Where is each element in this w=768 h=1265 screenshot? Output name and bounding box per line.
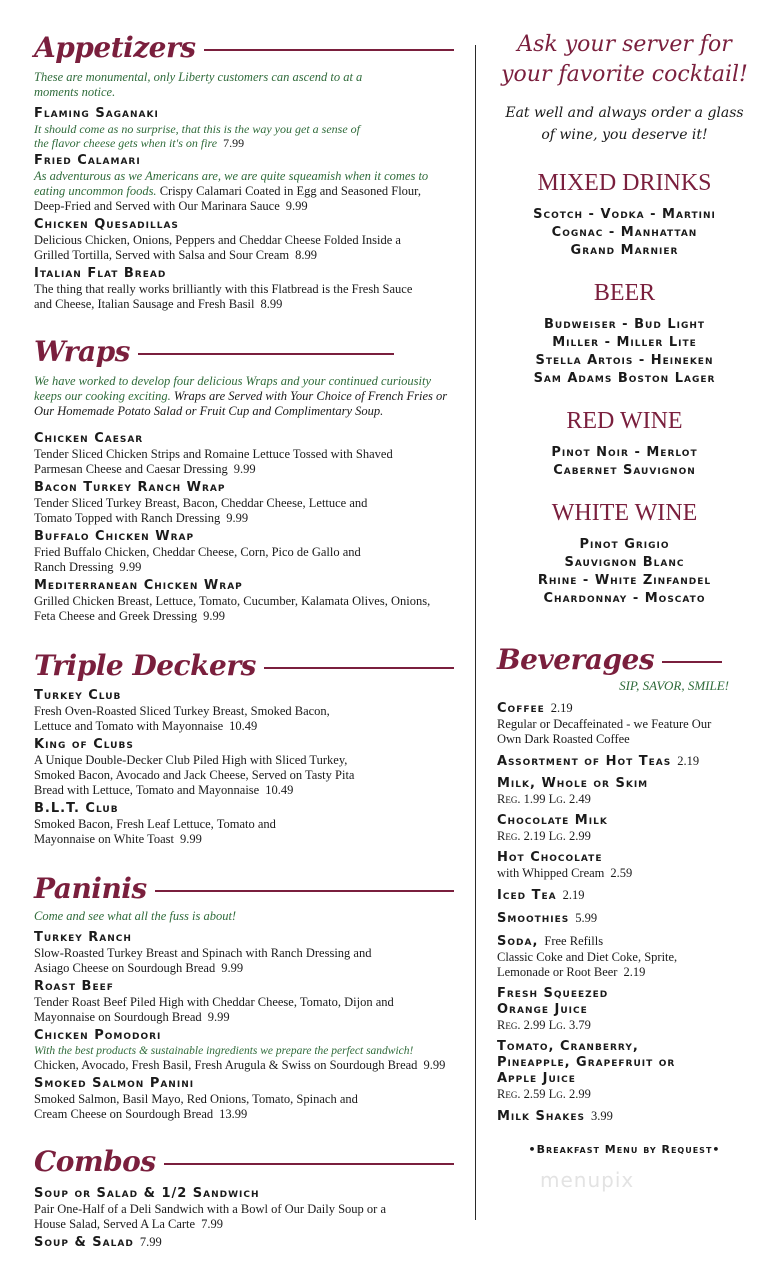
beer-block	[497, 278, 752, 388]
item-name: Chicken Pomodori	[34, 1028, 162, 1043]
item-price: 9.99	[207, 1010, 230, 1024]
menu-item	[34, 688, 454, 734]
section-intro: Come and see what all the fuss is about!	[34, 909, 237, 923]
item-price: 9.99	[179, 832, 202, 846]
triple-deckers-section	[34, 648, 454, 847]
beverage-item	[497, 850, 752, 881]
item-name: Chicken Caesar	[34, 431, 144, 446]
item-description: Fried Buffalo Chicken, Cheddar Cheese, Corn, Pico de Gallo and Ranch Dressing 9.99	[34, 545, 361, 574]
drink-heading: RED WINE	[566, 408, 683, 434]
menu-item	[34, 578, 454, 624]
section-header	[34, 871, 454, 907]
cocktail-line-1: Ask your server for	[517, 32, 732, 57]
section-title: Combos	[34, 1145, 156, 1178]
drink-list	[497, 444, 752, 480]
drink-line: Sauvignon Blanc	[564, 555, 685, 570]
item-name: B.L.T. Club	[34, 801, 119, 816]
section-header	[497, 642, 722, 678]
item-description: Delicious Chicken, Onions, Peppers and Cheddar Cheese Folded Inside a Grilled Tortilla, Served with Salsa and Sour Cream 8.99	[34, 233, 401, 262]
section-rule	[155, 890, 454, 892]
item-price: 9.99	[226, 511, 249, 525]
section-rule	[662, 661, 722, 663]
drink-line: Stella Artois - Heineken	[535, 353, 714, 368]
section-title: Wraps	[34, 335, 130, 368]
drink-line: Pinot Grigio	[579, 537, 670, 552]
beverage-description: with Whipped Cream 2.59	[497, 866, 633, 880]
item-price: 7.99	[139, 1235, 162, 1249]
item-name: Turkey Club	[34, 688, 122, 703]
beverage-price: 2.19	[677, 754, 700, 768]
beverage-name: Chocolate Milk	[497, 813, 608, 828]
menu-item	[34, 801, 454, 847]
beverage-name: Tomato, Cranberry, Pineapple, Grapefruit or Apple Juice	[497, 1039, 676, 1086]
menu-item	[34, 930, 454, 976]
item-price: 13.99	[219, 1107, 248, 1121]
white-wine-block	[497, 498, 752, 608]
item-note: With the best products & sustainable ingredients we prepare the perfect sandwich!	[34, 1045, 414, 1057]
column-divider	[475, 45, 476, 1220]
beverage-price: 2.59	[610, 866, 633, 880]
item-name: Smoked Salmon Panini	[34, 1076, 195, 1091]
beverage-sizes: Reg. 2.19 Lg. 2.99	[497, 829, 591, 843]
item-name: Roast Beef	[34, 979, 114, 994]
menu-item	[34, 153, 454, 214]
beverage-description: Classic Coke and Diet Coke, Sprite, Lemonade or Root Beer 2.19	[497, 950, 678, 979]
beverage-name: Hot Chocolate	[497, 850, 603, 865]
item-name: Chicken Quesadillas	[34, 217, 179, 232]
menu-item	[34, 106, 454, 150]
item-name: Soup & Salad	[34, 1235, 134, 1250]
beverage-price: 2.19	[562, 888, 585, 902]
menu-item	[34, 1076, 454, 1122]
wine-tip-line-1: Eat well and always order a glass	[505, 105, 744, 121]
section-header	[34, 648, 454, 684]
drink-line: Pinot Noir - Merlot	[551, 445, 698, 460]
section-rule	[138, 353, 394, 355]
item-description: Tender Sliced Chicken Strips and Romaine Lettuce Tossed with Shaved Parmesan Cheese and Caesar Dressing 9.99	[34, 447, 393, 476]
item-description: The thing that really works brilliantly with this Flatbread is the Fresh Sauce and Cheese, Italian Sausage and Fresh Basil 8.99	[34, 282, 413, 311]
menu-item	[34, 1233, 454, 1251]
beverage-name: Iced Tea 2.19	[497, 888, 585, 903]
menu-item	[34, 737, 454, 798]
beverage-item	[497, 813, 752, 844]
breakfast-footer: •Breakfast Menu by Request•	[528, 1143, 721, 1156]
beverage-price: 5.99	[575, 911, 598, 925]
wraps-section	[34, 334, 454, 624]
beverage-item	[497, 753, 752, 770]
beverage-item	[497, 986, 752, 1033]
drink-line: Chardonnay - Moscato	[543, 591, 706, 606]
item-name: Turkey Ranch	[34, 930, 132, 945]
beverage-item	[497, 1039, 752, 1102]
red-wine-block	[497, 406, 752, 480]
section-title: Appetizers	[34, 31, 196, 64]
mixed-drinks-block	[497, 168, 752, 260]
drink-heading: WHITE WINE	[551, 500, 698, 526]
item-description: Smoked Salmon, Basil Mayo, Red Onions, Tomato, Spinach and Cream Cheese on Sourdough Bread 13.99	[34, 1092, 358, 1121]
item-description: Grilled Chicken Breast, Lettuce, Tomato, Cucumber, Kalamata Olives, Onions, Feta Cheese and Greek Dressing 9.99	[34, 594, 431, 623]
beverage-name: Smoothies 5.99	[497, 911, 598, 926]
beverage-item	[497, 700, 752, 747]
item-price: 9.99	[203, 609, 226, 623]
beverage-name: Coffee 2.19	[497, 701, 573, 716]
drink-list	[497, 316, 752, 388]
section-title: Beverages	[497, 643, 655, 676]
beverage-item	[497, 910, 752, 927]
item-name: Soup or Salad & 1/2 Sandwich	[34, 1186, 260, 1201]
section-intro: We have worked to develop four delicious Wraps and your continued curiousity keeps our cooking exciting. Wraps are Served with Your Choice of French Fries or Our Homemade Potato Salad or Fruit Cup and Complimentary Soup.	[34, 374, 448, 418]
beverages-section	[497, 642, 752, 1156]
beverage-price: 2.19	[623, 965, 646, 979]
item-name: Fried Calamari	[34, 153, 141, 168]
item-description: Pair One-Half of a Deli Sandwich with a Bowl of Our Daily Soup or a House Salad, Served A La Carte 7.99	[34, 1202, 387, 1231]
menu-item	[34, 431, 454, 477]
menu-item	[34, 529, 454, 575]
item-description: Tender Sliced Turkey Breast, Bacon, Cheddar Cheese, Lettuce and Tomato Topped with Ranch Dressing 9.99	[34, 496, 368, 525]
drink-list	[497, 536, 752, 608]
drink-line: Miller - Miller Lite	[552, 335, 697, 350]
item-price: 7.99	[223, 136, 245, 150]
item-description: It should come as no surprise, that this is the way you get a sense of the flavor cheese gets when it's on fire 7.99	[34, 122, 360, 150]
drink-line: Grand Marnier	[570, 243, 679, 258]
drink-heading: MIXED DRINKS	[537, 170, 712, 196]
item-name: King of Clubs	[34, 737, 134, 752]
section-header	[34, 1144, 454, 1180]
section-subtitle: SIP, SAVOR, SMILE!	[619, 678, 729, 693]
wine-tip-line-2: of wine, you deserve it!	[541, 127, 708, 143]
item-name: Buffalo Chicken Wrap	[34, 529, 195, 544]
beverage-item	[497, 887, 752, 904]
item-price: 8.99	[295, 248, 317, 262]
drink-line: Budweiser - Bud Light	[543, 317, 706, 332]
drink-line: Scotch - Vodka - Martini	[533, 207, 716, 222]
item-price: 9.99	[119, 560, 142, 574]
drink-list	[497, 206, 752, 260]
beverage-description: Regular or Decaffeinated - we Feature Our Own Dark Roasted Coffee	[497, 717, 712, 746]
section-rule	[164, 1163, 454, 1165]
item-price: 10.49	[229, 719, 258, 733]
beverage-name: Fresh Squeezed Orange Juice	[497, 986, 609, 1017]
cocktail-line-2: your favorite cocktail!	[501, 62, 748, 87]
item-description: Smoked Bacon, Fresh Leaf Lettuce, Tomato and Mayonnaise on White Toast 9.99	[34, 817, 276, 846]
beverage-note: Free Refills	[544, 934, 604, 948]
drinks-column	[497, 30, 752, 1156]
beverage-price: 3.99	[590, 1109, 613, 1123]
beverage-sizes: Reg. 2.59 Lg. 2.99	[497, 1087, 591, 1101]
menu-item	[34, 1028, 454, 1073]
section-intro: These are monumental, only Liberty customers can ascend to at a moments notice.	[34, 70, 363, 99]
item-description: Chicken, Avocado, Fresh Basil, Fresh Arugula & Swiss on Sourdough Bread 9.99	[34, 1058, 446, 1072]
beverage-sizes: Reg. 1.99 Lg. 2.49	[497, 792, 591, 806]
beverage-name: Soda, Free Refills	[497, 934, 604, 949]
item-name: Flaming Saganaki	[34, 106, 159, 121]
cocktail-callout	[497, 30, 752, 146]
section-title: Triple Deckers	[34, 649, 256, 682]
menu-item	[34, 979, 454, 1025]
beverage-item	[497, 1108, 752, 1125]
drink-line: Cabernet Sauvignon	[553, 463, 696, 478]
paninis-section	[34, 871, 454, 1122]
item-price: 8.99	[260, 297, 283, 311]
menu-item	[34, 480, 454, 526]
beverage-name: Milk Shakes 3.99	[497, 1109, 613, 1124]
item-description: Slow-Roasted Turkey Breast and Spinach with Ranch Dressing and Asiago Cheese on Sourdough Bread 9.99	[34, 946, 372, 975]
item-description: A Unique Double-Decker Club Piled High with Sliced Turkey, Smoked Bacon, Avocado and Jack Cheese, Served on Tasty Pita Bread with Lettuce, Tomato and Mayonnaise 10.49	[34, 753, 355, 797]
item-price: 9.99	[423, 1058, 446, 1072]
item-price: 9.99	[285, 199, 308, 213]
section-rule	[264, 667, 454, 669]
food-column	[34, 30, 454, 1251]
beverage-item	[497, 933, 752, 980]
beverage-price: 2.19	[550, 701, 573, 715]
section-rule	[204, 49, 455, 51]
beverage-name: Milk, Whole or Skim	[497, 776, 649, 791]
appetizers-section	[34, 30, 454, 312]
item-price: 9.99	[233, 462, 256, 476]
combos-section	[34, 1144, 454, 1251]
item-name: Mediterranean Chicken Wrap	[34, 578, 243, 593]
item-name: Bacon Turkey Ranch Wrap	[34, 480, 226, 495]
section-header	[34, 334, 394, 370]
watermark: menupix	[540, 1168, 635, 1192]
section-title: Paninis	[34, 872, 147, 905]
item-description: Fresh Oven-Roasted Sliced Turkey Breast, Smoked Bacon, Lettuce and Tomato with Mayonnaise 10.49	[34, 704, 330, 733]
drink-line: Cognac - Manhattan	[551, 225, 698, 240]
item-price: 10.49	[265, 783, 294, 797]
item-price: 7.99	[201, 1217, 223, 1231]
beverage-sizes: Reg. 2.99 Lg. 3.79	[497, 1018, 591, 1032]
drink-line: Sam Adams Boston Lager	[533, 371, 716, 386]
item-price: 9.99	[221, 961, 244, 975]
item-description: Tender Roast Beef Piled High with Cheddar Cheese, Tomato, Dijon and Mayonnaise on Sourdough Bread 9.99	[34, 995, 394, 1024]
beverage-name: Assortment of Hot Teas 2.19	[497, 754, 700, 769]
beverage-item	[497, 776, 752, 807]
drink-line: Rhine - White Zinfandel	[537, 573, 712, 588]
menu-item	[34, 266, 454, 312]
section-header	[34, 30, 454, 66]
drink-heading: BEER	[593, 280, 656, 306]
menu-item	[34, 1186, 454, 1232]
menu-item	[34, 217, 454, 263]
item-description: As adventurous as we Americans are, we are quite squeamish when it comes to eating uncommon foods. Crispy Calamari Coated in Egg and Seasoned Flour, Deep-Fried and Served with Our Marinara Sauce 9.99	[34, 169, 429, 213]
item-name: Italian Flat Bread	[34, 266, 167, 281]
